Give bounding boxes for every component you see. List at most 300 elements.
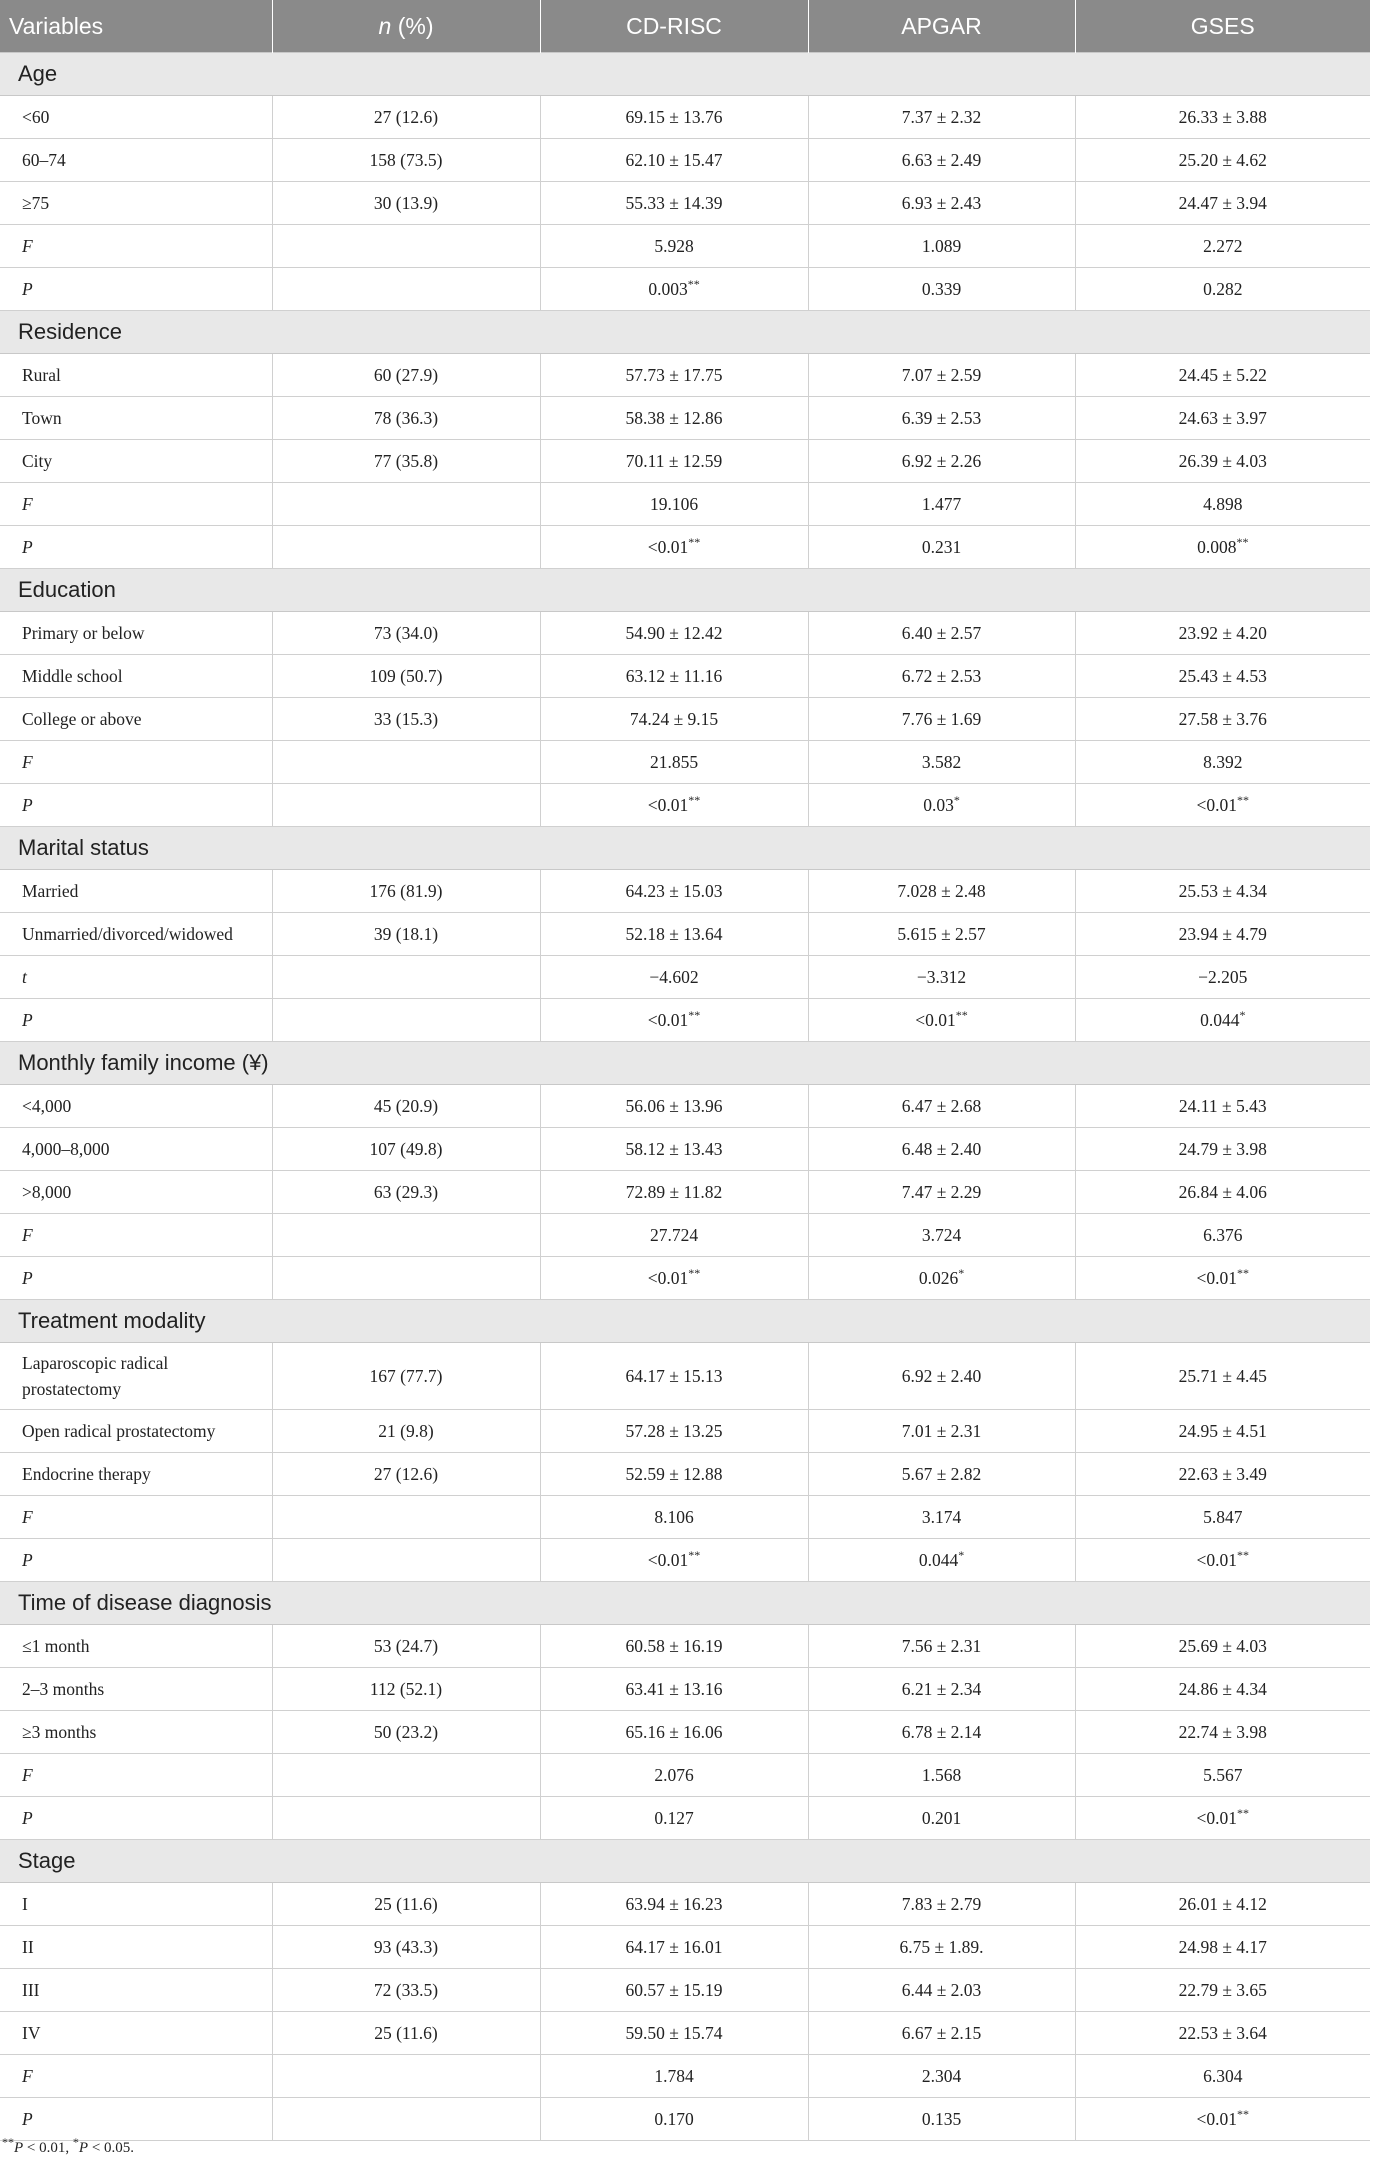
- cell-apgar: [808, 1171, 1075, 1214]
- cell-apgar: [808, 1625, 1075, 1668]
- cell-n-percent: [272, 1754, 540, 1797]
- cell-gses: [1075, 1496, 1370, 1539]
- cell-apgar: [808, 182, 1075, 225]
- cell-cd-risc-value: 64.17 ± 15.13: [625, 1365, 723, 1386]
- cell-cd-risc: [540, 870, 808, 913]
- cell-apgar-value: 7.56 ± 2.31: [901, 1635, 982, 1656]
- row-label: IV: [0, 2012, 272, 2055]
- significance-marker: **: [688, 1007, 701, 1022]
- cell-apgar: [808, 1257, 1075, 1300]
- row-label: F: [0, 741, 272, 784]
- cell-cd-risc: [540, 139, 808, 182]
- cell-gses-value: <0.01: [1196, 1807, 1237, 1828]
- table-row: [0, 1085, 1370, 1128]
- cell-gses: [1075, 999, 1370, 1042]
- cell-apgar: [808, 1969, 1075, 2012]
- cell-apgar: [808, 526, 1075, 569]
- header-apgar: APGAR: [808, 0, 1075, 53]
- cell-cd-risc: [540, 741, 808, 784]
- row-label: P: [0, 268, 272, 311]
- table-row: [0, 698, 1370, 741]
- cell-gses: [1075, 1926, 1370, 1969]
- cell-apgar: [808, 655, 1075, 698]
- row-label: Middle school: [0, 655, 272, 698]
- section-title: Monthly family income (¥): [0, 1042, 1370, 1085]
- cell-cd-risc: [540, 1883, 808, 1926]
- cell-cd-risc: [540, 1496, 808, 1539]
- cell-cd-risc-value: 58.38 ± 12.86: [625, 407, 723, 428]
- table-row: [0, 1214, 1370, 1257]
- cell-cd-risc-value: 57.73 ± 17.75: [625, 364, 723, 385]
- footnote-sup-2: *: [72, 2135, 79, 2149]
- cell-gses-value: 26.33 ± 3.88: [1178, 106, 1267, 127]
- table-row: [0, 1625, 1370, 1668]
- cell-apgar: [808, 741, 1075, 784]
- cell-gses-value: −2.205: [1198, 966, 1248, 987]
- cell-gses-value: 24.79 ± 3.98: [1178, 1138, 1267, 1159]
- cell-n-percent: [272, 1214, 540, 1257]
- cell-apgar: [808, 870, 1075, 913]
- row-label: >8,000: [0, 1171, 272, 1214]
- cell-apgar-value: 7.37 ± 2.32: [901, 106, 982, 127]
- cell-gses: [1075, 1754, 1370, 1797]
- cell-cd-risc: [540, 1453, 808, 1496]
- cell-gses-value: 6.304: [1203, 2065, 1243, 2086]
- cell-cd-risc-value: 55.33 ± 14.39: [625, 192, 723, 213]
- section-row: [0, 1840, 1370, 1883]
- significance-marker: **: [688, 534, 701, 549]
- row-label: 4,000–8,000: [0, 1128, 272, 1171]
- cell-gses-value: 26.39 ± 4.03: [1178, 450, 1267, 471]
- cell-n-percent: [272, 1257, 540, 1300]
- cell-n-percent: 27 (12.6): [272, 96, 540, 139]
- cell-cd-risc-value: 54.90 ± 12.42: [625, 622, 723, 643]
- table-row: [0, 870, 1370, 913]
- table-row: [0, 526, 1370, 569]
- significance-marker: **: [1237, 1805, 1249, 1820]
- cell-cd-risc-value: 56.06 ± 13.96: [625, 1095, 723, 1116]
- cell-apgar: [808, 1410, 1075, 1453]
- cell-cd-risc-value: 63.41 ± 13.16: [625, 1678, 723, 1699]
- cell-apgar-value: 7.028 ± 2.48: [897, 880, 986, 901]
- cell-gses-value: 0.282: [1203, 278, 1243, 299]
- table-row: [0, 784, 1370, 827]
- cell-n-percent: [272, 526, 540, 569]
- table-row: [0, 1754, 1370, 1797]
- row-label: <4,000: [0, 1085, 272, 1128]
- cell-n-percent: 21 (9.8): [272, 1410, 540, 1453]
- cell-gses-value: 25.43 ± 4.53: [1178, 665, 1267, 686]
- cell-apgar-value: 6.92 ± 2.26: [901, 450, 982, 471]
- cell-cd-risc-value: 60.57 ± 15.19: [625, 1979, 723, 2000]
- header-n-symbol: n: [378, 12, 392, 39]
- cell-cd-risc-value: −4.602: [649, 966, 699, 987]
- cell-gses: [1075, 913, 1370, 956]
- cell-n-percent: 93 (43.3): [272, 1926, 540, 1969]
- cell-apgar-value: 7.47 ± 2.29: [901, 1181, 982, 1202]
- cell-gses: [1075, 268, 1370, 311]
- cell-apgar-value: 6.92 ± 2.40: [901, 1365, 982, 1386]
- cell-cd-risc-value: 19.106: [649, 493, 699, 514]
- cell-n-percent: 50 (23.2): [272, 1711, 540, 1754]
- row-label: Married: [0, 870, 272, 913]
- table-row: [0, 612, 1370, 655]
- row-label: P: [0, 1257, 272, 1300]
- cell-gses-value: 24.86 ± 4.34: [1178, 1678, 1267, 1699]
- cell-n-percent: [272, 2055, 540, 2098]
- cell-apgar: [808, 913, 1075, 956]
- cell-n-percent: 176 (81.9): [272, 870, 540, 913]
- cell-cd-risc: [540, 526, 808, 569]
- cell-apgar: [808, 698, 1075, 741]
- row-label: t: [0, 956, 272, 999]
- footnote-text-2: < 0.05.: [88, 2140, 135, 2156]
- cell-apgar: [808, 1343, 1075, 1410]
- cell-cd-risc: [540, 612, 808, 655]
- significance-marker: **: [1237, 2106, 1249, 2121]
- cell-n-percent: [272, 956, 540, 999]
- cell-apgar-value: 5.67 ± 2.82: [901, 1463, 982, 1484]
- table-row: [0, 96, 1370, 139]
- row-label: Laparoscopic radical prostatectomy: [0, 1343, 272, 1410]
- cell-gses-value: 6.376: [1203, 1224, 1243, 1245]
- row-label: I: [0, 1883, 272, 1926]
- cell-gses: [1075, 1539, 1370, 1582]
- cell-n-percent: [272, 483, 540, 526]
- cell-gses: [1075, 655, 1370, 698]
- cell-gses-value: <0.01: [1196, 2108, 1237, 2129]
- cell-gses-value: 25.53 ± 4.34: [1178, 880, 1267, 901]
- cell-cd-risc-value: <0.01: [647, 536, 689, 557]
- row-label: P: [0, 1539, 272, 1582]
- cell-apgar: [808, 1539, 1075, 1582]
- cell-cd-risc-value: 60.58 ± 16.19: [625, 1635, 723, 1656]
- table-body: [0, 53, 1370, 2141]
- cell-cd-risc: [540, 2098, 808, 2141]
- cell-cd-risc: [540, 182, 808, 225]
- significance-marker: **: [955, 1007, 968, 1022]
- section-title: Stage: [0, 1840, 1370, 1883]
- cell-cd-risc: [540, 440, 808, 483]
- cell-cd-risc: [540, 1926, 808, 1969]
- cell-gses-value: <0.01: [1196, 794, 1237, 815]
- table-row: [0, 440, 1370, 483]
- significance-marker: **: [1236, 534, 1249, 549]
- section-row: [0, 1582, 1370, 1625]
- cell-cd-risc: [540, 483, 808, 526]
- table-row: [0, 1883, 1370, 1926]
- row-label: P: [0, 1797, 272, 1840]
- cell-apgar: [808, 1668, 1075, 1711]
- cell-gses: [1075, 225, 1370, 268]
- cell-apgar: [808, 2055, 1075, 2098]
- cell-cd-risc-value: 63.12 ± 11.16: [625, 665, 723, 686]
- cell-n-percent: 30 (13.9): [272, 182, 540, 225]
- cell-cd-risc: [540, 225, 808, 268]
- cell-n-percent: 39 (18.1): [272, 913, 540, 956]
- cell-gses-value: 24.98 ± 4.17: [1178, 1936, 1267, 1957]
- row-label: Endocrine therapy: [0, 1453, 272, 1496]
- cell-n-percent: 33 (15.3): [272, 698, 540, 741]
- cell-cd-risc: [540, 1085, 808, 1128]
- cell-apgar-value: <0.01: [915, 1009, 956, 1030]
- cell-gses: [1075, 1453, 1370, 1496]
- cell-gses-value: 25.69 ± 4.03: [1178, 1635, 1267, 1656]
- cell-cd-risc-value: 70.11 ± 12.59: [625, 450, 723, 471]
- row-label: Unmarried/divorced/widowed: [0, 913, 272, 956]
- table-row: [0, 182, 1370, 225]
- cell-apgar-value: 6.75 ± 1.89.: [899, 1936, 984, 1957]
- cell-gses-value: 22.74 ± 3.98: [1178, 1721, 1267, 1742]
- row-label: Town: [0, 397, 272, 440]
- cell-apgar: [808, 1883, 1075, 1926]
- cell-apgar-value: −3.312: [916, 966, 967, 987]
- cell-n-percent: [272, 999, 540, 1042]
- section-title: Time of disease diagnosis: [0, 1582, 1370, 1625]
- cell-gses: [1075, 139, 1370, 182]
- section-row: [0, 53, 1370, 96]
- cell-n-percent: [272, 1539, 540, 1582]
- cell-cd-risc-value: 74.24 ± 9.15: [629, 708, 719, 729]
- cell-gses: [1075, 1257, 1370, 1300]
- cell-gses-value: 23.94 ± 4.79: [1178, 923, 1267, 944]
- cell-apgar: [808, 1711, 1075, 1754]
- row-label: P: [0, 2098, 272, 2141]
- cell-gses: [1075, 1711, 1370, 1754]
- cell-apgar: [808, 612, 1075, 655]
- cell-apgar: [808, 1128, 1075, 1171]
- cell-apgar: [808, 1085, 1075, 1128]
- cell-gses: [1075, 526, 1370, 569]
- table-row: [0, 1969, 1370, 2012]
- cell-n-percent: 72 (33.5): [272, 1969, 540, 2012]
- cell-apgar-value: 0.026: [918, 1267, 959, 1288]
- significance-marker: *: [1239, 1007, 1246, 1022]
- cell-cd-risc-value: 57.28 ± 13.25: [625, 1420, 723, 1441]
- cell-cd-risc-value: 2.076: [654, 1764, 694, 1785]
- cell-apgar-value: 6.40 ± 2.57: [901, 622, 982, 643]
- cell-gses: [1075, 956, 1370, 999]
- cell-apgar-value: 0.044: [918, 1549, 959, 1570]
- cell-gses: [1075, 741, 1370, 784]
- table-row: [0, 999, 1370, 1042]
- cell-apgar-value: 1.089: [921, 235, 962, 256]
- cell-gses: [1075, 483, 1370, 526]
- cell-cd-risc: [540, 268, 808, 311]
- footnote-p-2: P: [78, 2140, 89, 2156]
- cell-gses: [1075, 1969, 1370, 2012]
- table-row: [0, 1496, 1370, 1539]
- cell-apgar: [808, 483, 1075, 526]
- significance-marker: *: [958, 1265, 965, 1280]
- cell-gses: [1075, 1668, 1370, 1711]
- cell-cd-risc: [540, 655, 808, 698]
- cell-gses-value: 24.63 ± 3.97: [1178, 407, 1267, 428]
- table-row: [0, 354, 1370, 397]
- row-label: ≤1 month: [0, 1625, 272, 1668]
- cell-gses: [1075, 1128, 1370, 1171]
- cell-gses: [1075, 1214, 1370, 1257]
- cell-apgar: [808, 1214, 1075, 1257]
- cell-apgar-value: 7.83 ± 2.79: [901, 1893, 982, 1914]
- table-footnote: [2, 2135, 135, 2157]
- cell-n-percent: 25 (11.6): [272, 2012, 540, 2055]
- header-variables: Variables: [0, 0, 272, 53]
- cell-cd-risc-value: <0.01: [647, 1267, 689, 1288]
- cell-cd-risc: [540, 397, 808, 440]
- cell-gses-value: 24.95 ± 4.51: [1178, 1420, 1267, 1441]
- cell-cd-risc: [540, 698, 808, 741]
- cell-apgar-value: 6.21 ± 2.34: [901, 1678, 982, 1699]
- cell-apgar: [808, 999, 1075, 1042]
- cell-gses: [1075, 397, 1370, 440]
- header-n-percent: (%): [397, 12, 434, 39]
- significance-marker: **: [1237, 1547, 1249, 1562]
- cell-gses: [1075, 698, 1370, 741]
- row-label: P: [0, 999, 272, 1042]
- cell-gses: [1075, 1883, 1370, 1926]
- cell-cd-risc: [540, 784, 808, 827]
- cell-n-percent: 45 (20.9): [272, 1085, 540, 1128]
- cell-apgar-value: 0.339: [921, 278, 962, 299]
- cell-cd-risc: [540, 96, 808, 139]
- table-row: [0, 225, 1370, 268]
- cell-cd-risc-value: 63.94 ± 16.23: [625, 1893, 723, 1914]
- table-row: [0, 1257, 1370, 1300]
- cell-n-percent: 107 (49.8): [272, 1128, 540, 1171]
- cell-gses: [1075, 440, 1370, 483]
- cell-gses-value: 25.20 ± 4.62: [1178, 149, 1267, 170]
- cell-gses-value: 4.898: [1203, 493, 1243, 514]
- cell-gses-value: <0.01: [1196, 1267, 1237, 1288]
- cell-cd-risc: [540, 1625, 808, 1668]
- cell-gses-value: 0.044: [1200, 1009, 1240, 1030]
- cell-apgar-value: 6.93 ± 2.43: [901, 192, 982, 213]
- cell-gses: [1075, 1625, 1370, 1668]
- cell-gses-value: 22.79 ± 3.65: [1178, 1979, 1267, 2000]
- row-label: III: [0, 1969, 272, 2012]
- significance-marker: **: [1237, 1265, 1249, 1280]
- cell-cd-risc-value: 58.12 ± 13.43: [625, 1138, 723, 1159]
- cell-cd-risc-value: 0.127: [654, 1807, 694, 1828]
- cell-cd-risc-value: 52.59 ± 12.88: [625, 1463, 723, 1484]
- cell-apgar-value: 6.44 ± 2.03: [901, 1979, 982, 2000]
- table-row: [0, 1410, 1370, 1453]
- cell-apgar-value: 2.304: [921, 2065, 962, 2086]
- cell-apgar: [808, 440, 1075, 483]
- section-title: Age: [0, 53, 1370, 96]
- row-label: ≥3 months: [0, 1711, 272, 1754]
- cell-apgar-value: 1.568: [921, 1764, 962, 1785]
- cell-cd-risc-value: 27.724: [649, 1224, 699, 1245]
- cell-apgar: [808, 1453, 1075, 1496]
- cell-cd-risc-value: 64.23 ± 15.03: [625, 880, 723, 901]
- cell-n-percent: 77 (35.8): [272, 440, 540, 483]
- table-row: [0, 2055, 1370, 2098]
- row-label: 60–74: [0, 139, 272, 182]
- row-label: F: [0, 225, 272, 268]
- cell-gses-value: <0.01: [1196, 1549, 1237, 1570]
- section-row: [0, 311, 1370, 354]
- cell-apgar: [808, 956, 1075, 999]
- cell-n-percent: [272, 268, 540, 311]
- cell-n-percent: [272, 225, 540, 268]
- table-row: [0, 268, 1370, 311]
- table-row: [0, 1343, 1370, 1410]
- row-label: <60: [0, 96, 272, 139]
- cell-gses: [1075, 182, 1370, 225]
- row-label: College or above: [0, 698, 272, 741]
- cell-apgar-value: 7.76 ± 1.69: [901, 708, 982, 729]
- cell-cd-risc-value: <0.01: [647, 1009, 689, 1030]
- section-title: Treatment modality: [0, 1300, 1370, 1343]
- row-label: ≥75: [0, 182, 272, 225]
- table-row: [0, 397, 1370, 440]
- table-row: [0, 1128, 1370, 1171]
- table-row: [0, 1797, 1370, 1840]
- section-row: [0, 827, 1370, 870]
- header-n: [272, 0, 540, 53]
- cell-n-percent: 63 (29.3): [272, 1171, 540, 1214]
- cell-cd-risc: [540, 1343, 808, 1410]
- cell-cd-risc: [540, 354, 808, 397]
- cell-cd-risc: [540, 1257, 808, 1300]
- cell-n-percent: 109 (50.7): [272, 655, 540, 698]
- cell-n-percent: [272, 1797, 540, 1840]
- table-row: [0, 2098, 1370, 2141]
- cell-cd-risc-value: <0.01: [647, 794, 689, 815]
- header-cd-risc: CD-RISC: [540, 0, 808, 53]
- cell-n-percent: 158 (73.5): [272, 139, 540, 182]
- section-row: [0, 569, 1370, 612]
- cell-cd-risc: [540, 1410, 808, 1453]
- row-label: F: [0, 1754, 272, 1797]
- cell-cd-risc: [540, 1969, 808, 2012]
- table-row: [0, 1171, 1370, 1214]
- cell-cd-risc-value: 65.16 ± 16.06: [625, 1721, 723, 1742]
- cell-n-percent: 112 (52.1): [272, 1668, 540, 1711]
- table-row: [0, 1453, 1370, 1496]
- cell-apgar: [808, 1754, 1075, 1797]
- cell-cd-risc-value: <0.01: [647, 1549, 689, 1570]
- cell-apgar-value: 0.135: [921, 2108, 962, 2129]
- cell-n-percent: 73 (34.0): [272, 612, 540, 655]
- section-title: Marital status: [0, 827, 1370, 870]
- significance-marker: **: [688, 792, 701, 807]
- row-label: II: [0, 1926, 272, 1969]
- row-label: Open radical prostatectomy: [0, 1410, 272, 1453]
- cell-apgar-value: 3.582: [921, 751, 962, 772]
- cell-cd-risc: [540, 2055, 808, 2098]
- section-row: [0, 1042, 1370, 1085]
- cell-n-percent: 25 (11.6): [272, 1883, 540, 1926]
- header-row: [0, 0, 1370, 53]
- cell-n-percent: 78 (36.3): [272, 397, 540, 440]
- cell-apgar: [808, 2098, 1075, 2141]
- cell-apgar-value: 6.48 ± 2.40: [901, 1138, 982, 1159]
- cell-gses-value: 24.47 ± 3.94: [1178, 192, 1267, 213]
- cell-apgar: [808, 784, 1075, 827]
- cell-cd-risc-value: 72.89 ± 11.82: [625, 1181, 723, 1202]
- cell-n-percent: [272, 1496, 540, 1539]
- footnote-p-1: P: [14, 2140, 24, 2156]
- cell-gses: [1075, 1085, 1370, 1128]
- header-gses: GSES: [1075, 0, 1370, 53]
- significance-marker: **: [687, 276, 700, 291]
- cell-gses: [1075, 2098, 1370, 2141]
- section-title: Education: [0, 569, 1370, 612]
- cell-cd-risc-value: 59.50 ± 15.74: [625, 2022, 723, 2043]
